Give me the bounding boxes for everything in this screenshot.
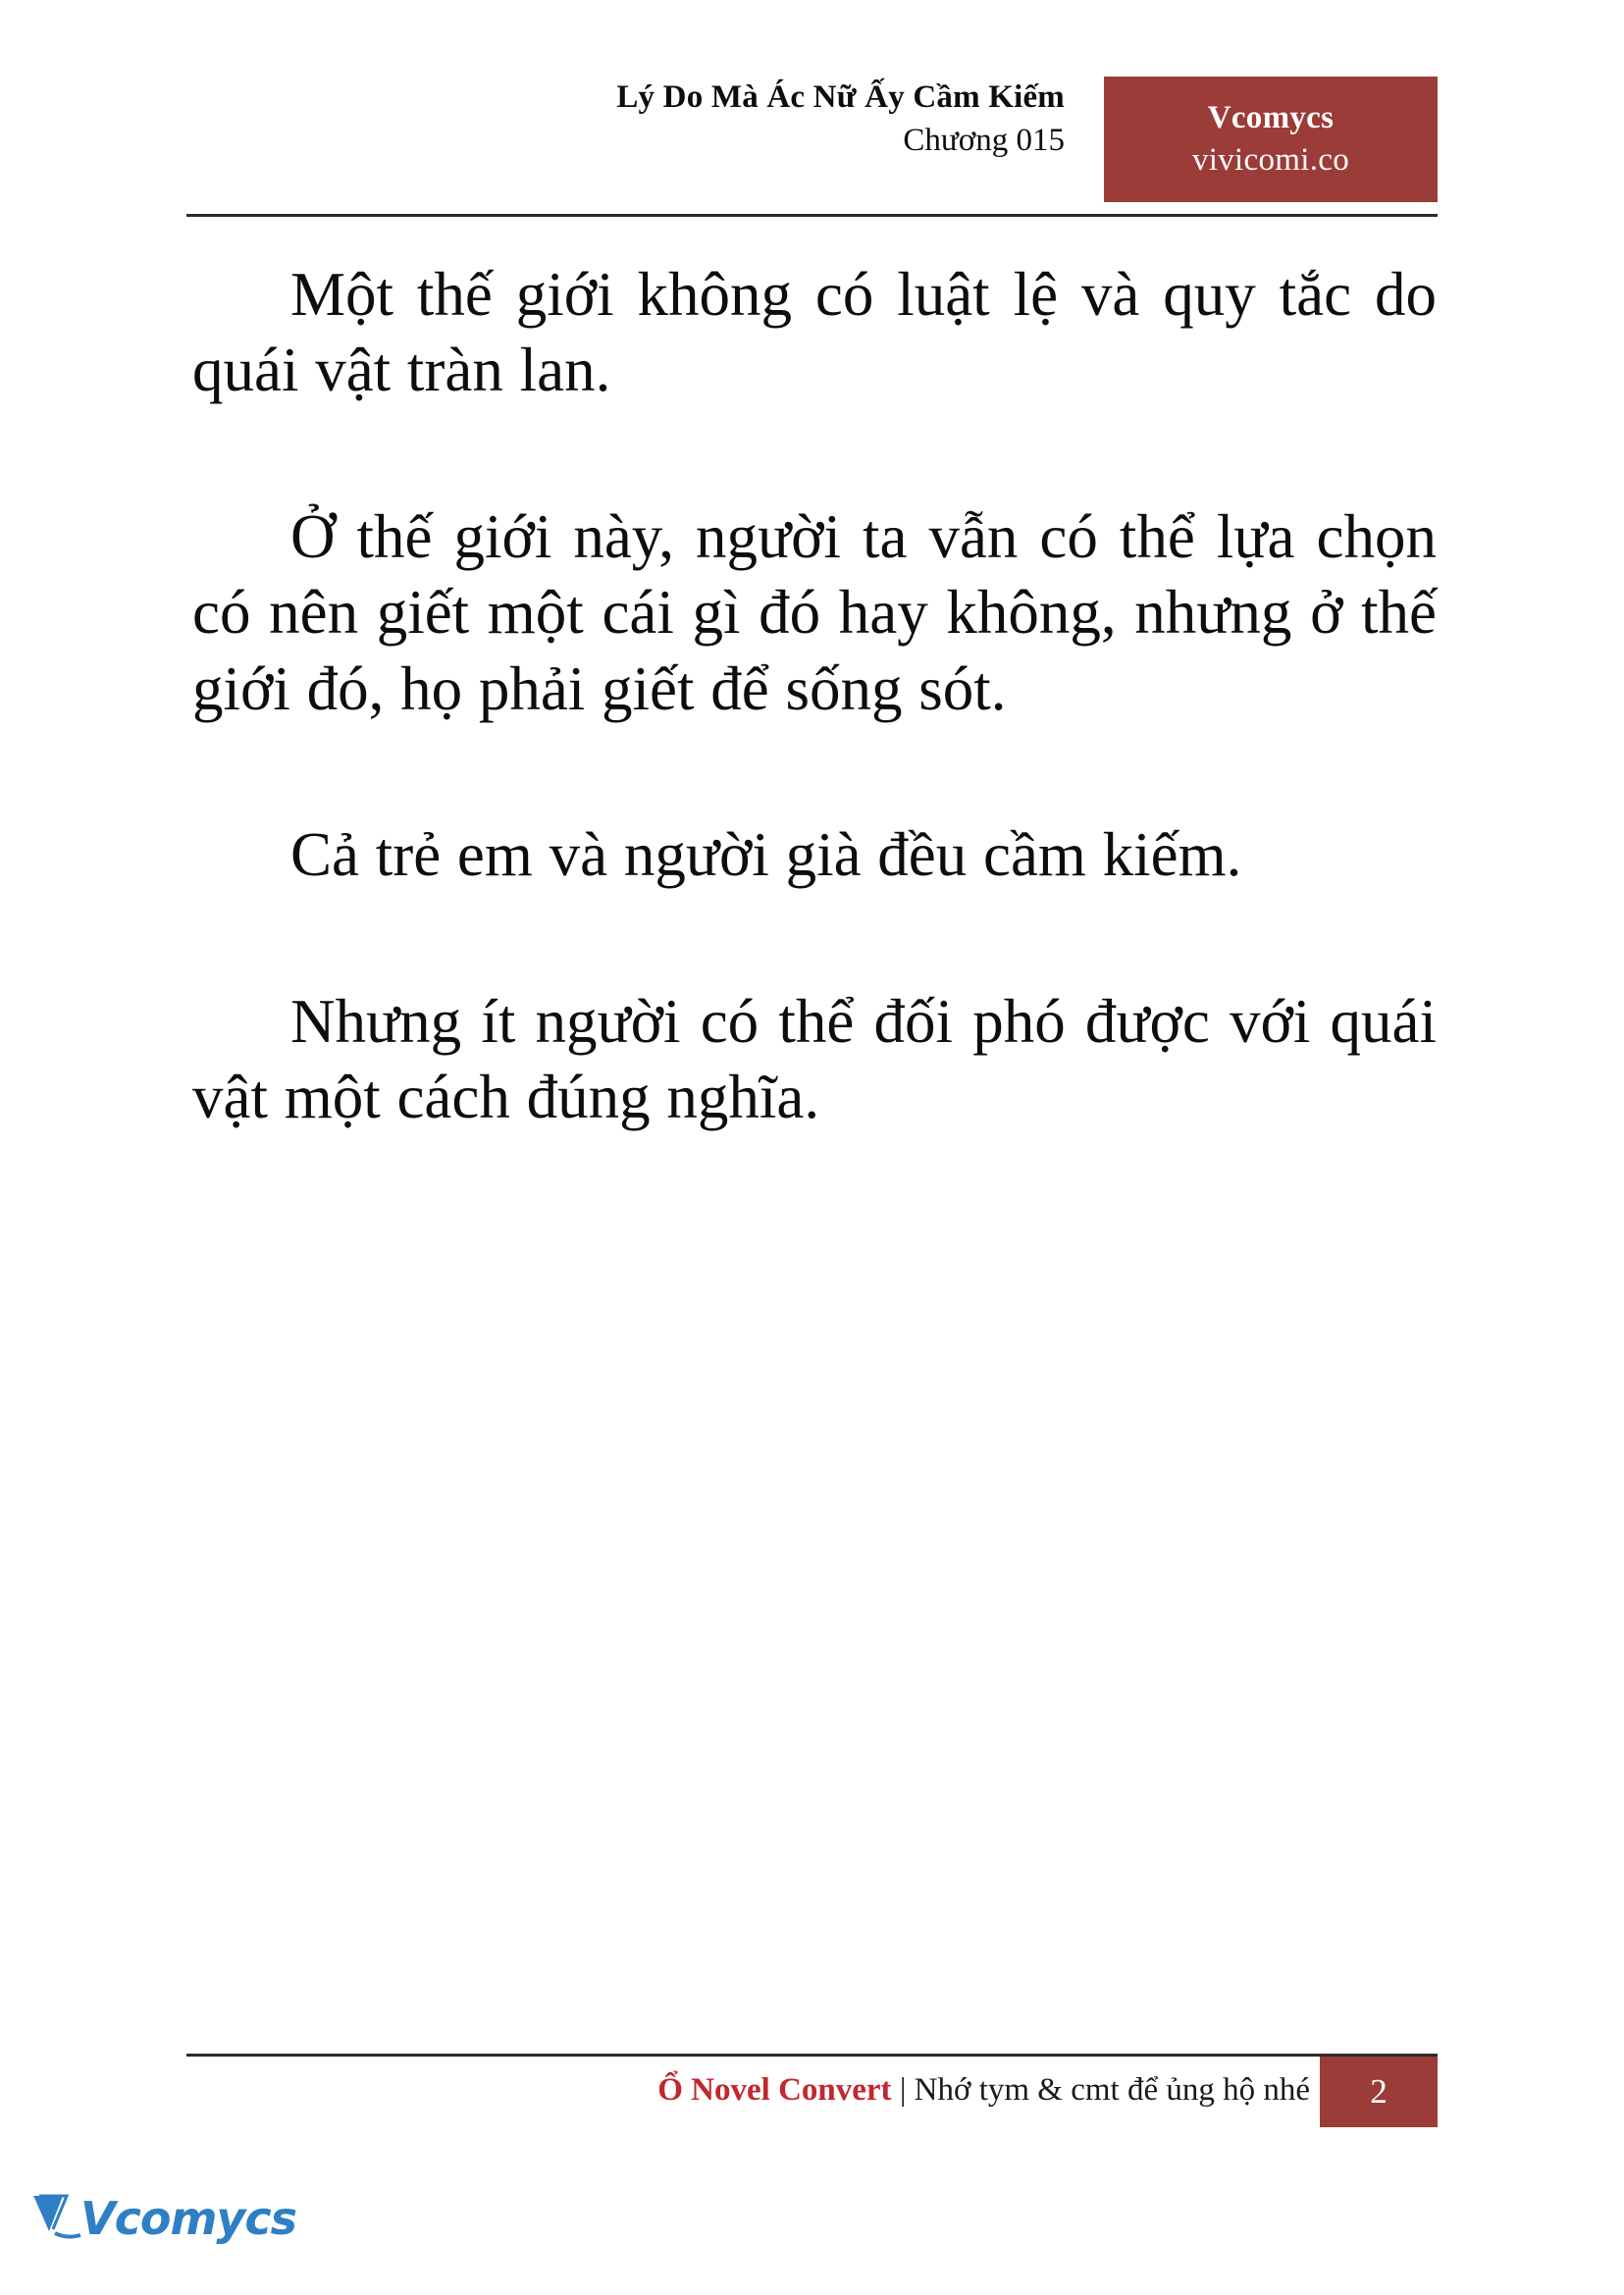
- paragraph: Nhưng ít người có thể đối phó được với quái vật một cách đúng nghĩa.: [192, 986, 1437, 1132]
- brand-site: vivicomi.co: [1191, 142, 1350, 178]
- paragraph: Cả trẻ em và người già đều cầm kiếm.: [290, 820, 1242, 890]
- footer-brand: Ổ Novel Convert: [657, 2072, 892, 2108]
- header-divider: [186, 214, 1438, 217]
- page-header: [186, 77, 1438, 214]
- book-title: Lý Do Mà Ác Nữ Ấy Cầm Kiếm: [616, 79, 1065, 115]
- chapter-label: Chương 015: [903, 123, 1065, 159]
- brand-name: Vcomycs: [1207, 100, 1335, 136]
- page-footer: [186, 2057, 1438, 2131]
- footer-message: Nhớ tym & cmt để ủng hộ nhé: [914, 2072, 1310, 2108]
- page-content: [192, 257, 1437, 1226]
- header-title-block: [616, 77, 1065, 161]
- header-brand-badge: [1104, 77, 1438, 202]
- page-number: 2: [1320, 2057, 1438, 2127]
- watermark-label: Vcomycs: [80, 2192, 297, 2245]
- footer-credit: [657, 2072, 1310, 2109]
- paragraph: Một thế giới không có luật lệ và quy tắc do quái vật tràn lan.: [192, 260, 1437, 405]
- watermark-logo: [29, 2186, 297, 2270]
- footer-separator: |: [899, 2072, 907, 2108]
- paragraph: Ở thế giới này, người ta vẫn có thể lựa chọn có nên giết một cái gì đó hay không, nhưng ở thế giới đó, họ phải giết để sống sót.: [192, 501, 1437, 723]
